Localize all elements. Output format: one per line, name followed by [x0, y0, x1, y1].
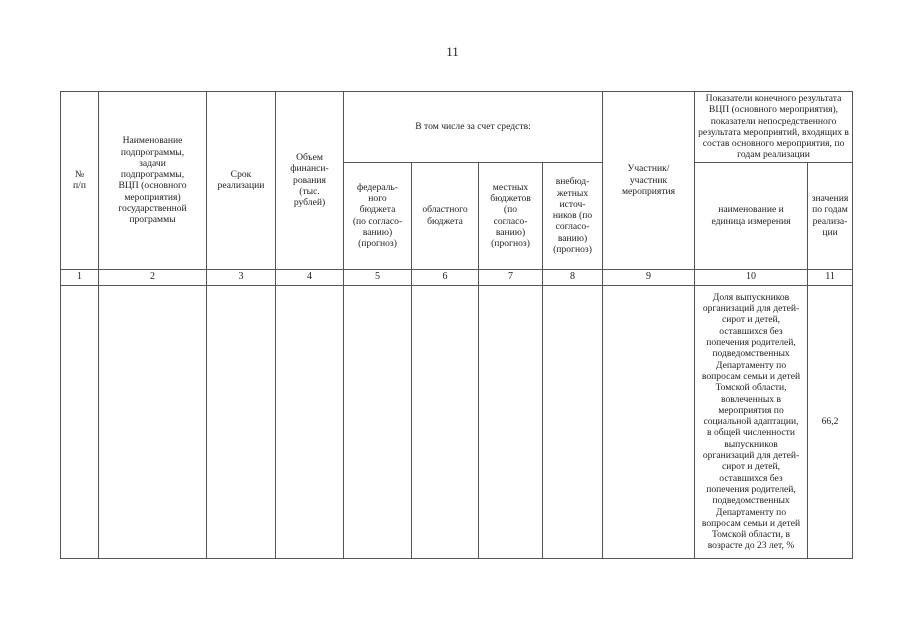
indicator-name-cell: Доля выпускников организаций для детей- сирот и детей, оставшихся без попечения родителей, подведомственных Департаменту по вопросам семьи и детей Томской области, вовлеченных в мероприятия по социальной адаптации, в общей численности выпускников организаций для детей- сирот и детей, оставшихся без попечения родителей, подведомственных Департаменту по вопросам семьи и детей Томской области, в возрасте до 23 лет, % [695, 285, 808, 558]
column-number: 6 [412, 269, 479, 285]
column-number: 10 [695, 269, 808, 285]
column-number: 3 [207, 269, 276, 285]
header-indicator-values: значения по годам реализа- ции [808, 162, 853, 269]
header-indicator-name: наименование и единица измерения [695, 162, 808, 269]
column-number: 9 [603, 269, 695, 285]
header-term: Срок реализации [207, 92, 276, 270]
empty-cell [61, 285, 99, 558]
header-extrabudgetary-sources: внебюд- жетных источ- ников (по согласо- ванию) (прогноз) [543, 162, 603, 269]
column-number: 2 [99, 269, 207, 285]
empty-cell [412, 285, 479, 558]
header-regional-budget: областного бюджета [412, 162, 479, 269]
empty-cell [344, 285, 412, 558]
empty-cell [543, 285, 603, 558]
header-federal-budget: федераль- ного бюджета (по согласо- ванию) (прогноз) [344, 162, 412, 269]
empty-cell [479, 285, 543, 558]
empty-cell [207, 285, 276, 558]
header-number: № п/п [61, 92, 99, 270]
column-number: 5 [344, 269, 412, 285]
program-table [60, 91, 853, 559]
header-subprogram-name: Наименование подпрограммы, задачи подпрограммы, ВЦП (основного мероприятия) государственной программы [99, 92, 207, 270]
table-row [61, 285, 853, 558]
empty-cell [603, 285, 695, 558]
empty-cell [276, 285, 344, 558]
header-participant: Участник/ участник мероприятия [603, 92, 695, 270]
column-number: 7 [479, 269, 543, 285]
indicator-value-cell: 66,2 [808, 285, 853, 558]
page-number: 11 [446, 44, 459, 59]
header-local-budgets: местных бюджетов (по согласо- ванию) (прогноз) [479, 162, 543, 269]
column-number: 1 [61, 269, 99, 285]
empty-cell [99, 285, 207, 558]
column-number: 11 [808, 269, 853, 285]
column-number: 4 [276, 269, 344, 285]
header-result-indicators: Показатели конечного результата ВЦП (основного мероприятия), показатели непосредственного результата мероприятий, входящих в состав основного мероприятия, по годам реализации [695, 92, 853, 163]
column-number: 8 [543, 269, 603, 285]
column-numbers-row [61, 269, 853, 285]
header-financing-volume: Объем финанси- рования (тыс. рублей) [276, 92, 344, 270]
header-funding-sources: В том числе за счет средств: [344, 92, 603, 163]
